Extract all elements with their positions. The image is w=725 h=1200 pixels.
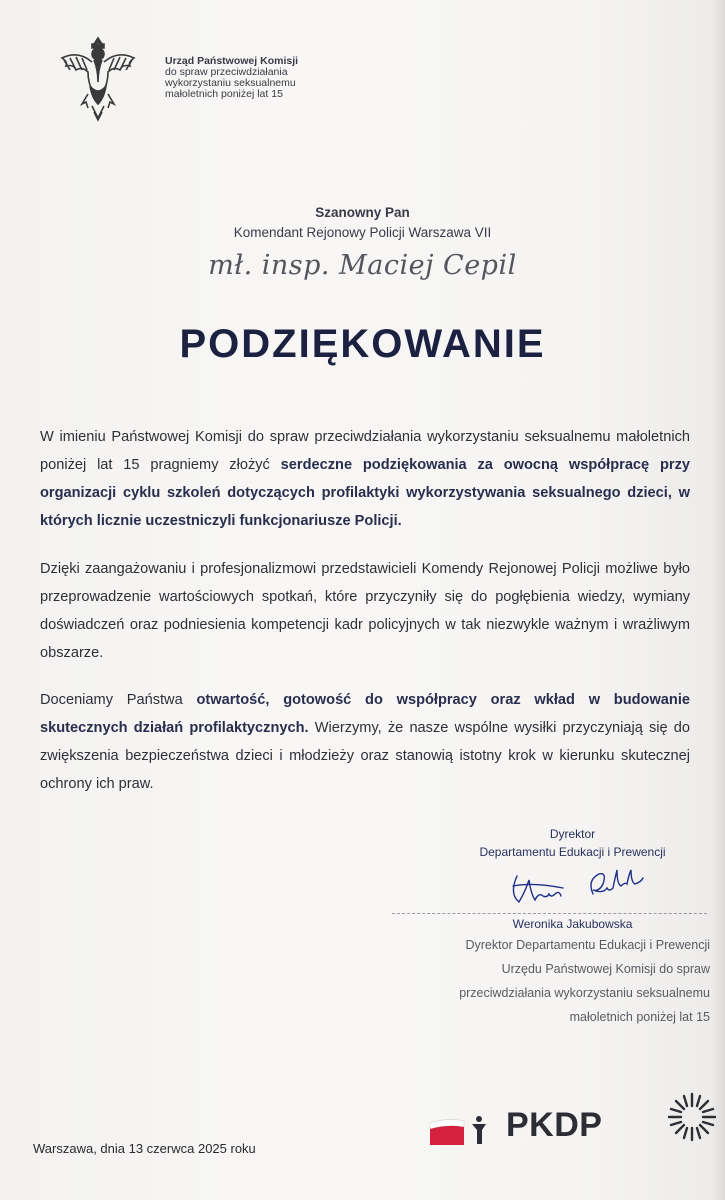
paragraph-text: Doceniamy Państwa	[40, 692, 197, 708]
paragraph-text: Wierzymy, że nasze wspólne wysiłki przyczyniają się do zwiększenia bezpieczeństwa dzieci i młodzieży oraz stanowią istotny krok w kierunku skutecznej ochrony ich praw.	[40, 720, 691, 792]
signatory-role-line: małoletnich poniżej lat 15	[569, 1010, 710, 1024]
institution-line: Urząd Państwowej Komisji	[165, 55, 299, 67]
institution-name	[165, 56, 298, 100]
place-and-date: Warszawa, dnia 13 czerwca 2025 roku	[33, 1141, 256, 1156]
signatory-role	[370, 933, 710, 1029]
sun-emblem-icon	[665, 1090, 719, 1144]
signatory-name: Weronika Jakubowska	[512, 917, 633, 931]
pkdp-flag-logo-icon	[428, 1113, 488, 1147]
pkdp-logo-text: PKDP	[506, 1106, 603, 1144]
paragraph-1	[40, 423, 690, 535]
institution-line: do spraw przeciwdziałania	[165, 66, 288, 78]
institution-line: wykorzystaniu seksualnemu	[165, 77, 296, 89]
document-title: PODZIĘKOWANIE	[179, 322, 546, 366]
recipient-salutation: Szanowny Pan	[315, 205, 410, 220]
signature-line	[392, 913, 707, 914]
polish-eagle-emblem-icon	[50, 30, 146, 126]
signature-title-line-1: Dyrektor	[549, 827, 596, 841]
handwritten-signature	[505, 862, 665, 910]
institution-line: małoletnich poniżej lat 15	[165, 88, 283, 100]
paragraph-2: Dzięki zaangażowaniu i profesjonalizmowi przedstawicieli Komendy Rejonowej Policji możliwe było przeprowadzenie wartościowych spotkań, które przyczyniły się do pogłębienia wiedzy, wymiany doświadczeń oraz podniesienia kompetencji kadr policyjnych w tak niezwykle ważnym i wrażliwym obszarze.	[40, 561, 690, 661]
recipient-position: Komendant Rejonowy Policji Warszawa VII	[233, 225, 492, 240]
signatory-role-line: Urzędu Państwowej Komisji do spraw	[501, 962, 710, 976]
signatory-role-line: Dyrektor Departamentu Edukacji i Prewencji	[465, 938, 710, 952]
signature-title-line-2: Departamentu Edukacji i Prewencji	[479, 845, 666, 859]
paragraph-emphasis: otwartość, gotowość do współpracy oraz wkład w budowanie skutecznych działań profilaktycznych.	[40, 692, 690, 736]
paragraph-3	[40, 686, 690, 798]
recipient-name: mł. insp. Maciej Cepil	[208, 250, 517, 281]
paragraph-text: W imieniu Państwowej Komisji do spraw przeciwdziałania wykorzystaniu seksualnemu małoletnich poniżej lat 15 pragniemy złożyć	[40, 429, 690, 473]
paragraph-emphasis: serdeczne podziękowania za owocną współpracę przy organizacji cyklu szkoleń dotyczących profilaktyki wykorzystywania seksualnego dzieci, w których licznie uczestniczyli funkcjonariusze Policji.	[40, 457, 690, 529]
signatory-role-line: przeciwdziałania wykorzystaniu seksualnemu	[459, 986, 710, 1000]
